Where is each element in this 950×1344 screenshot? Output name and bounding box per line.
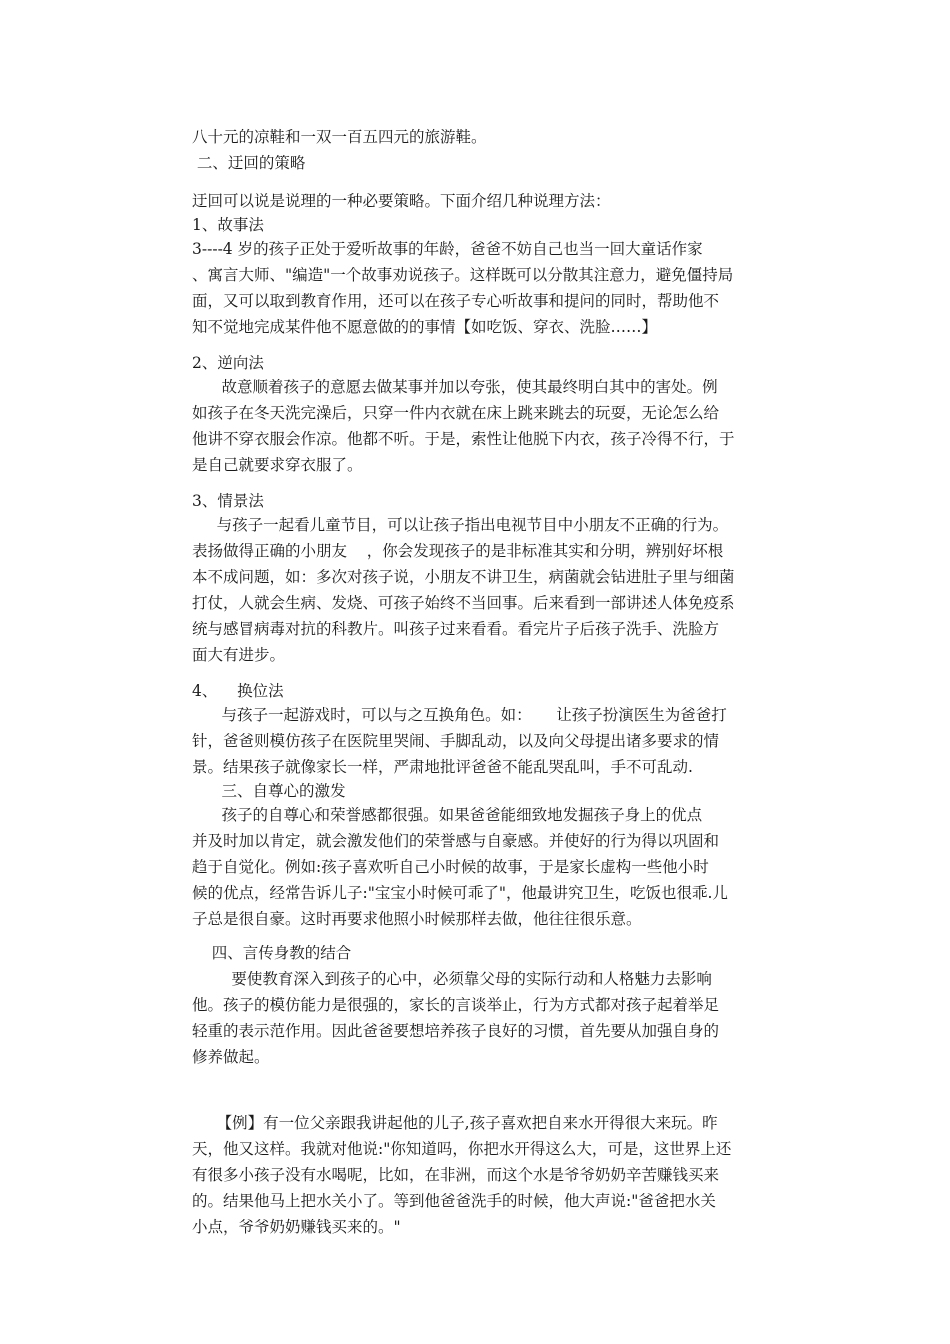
text-line: 3----4 岁的孩子正处于爱听故事的年龄，爸爸不妨自己也当一回大童话作家: [192, 240, 703, 258]
text-line: 表扬做得正确的小朋友 ，你会发现孩子的是非标准其实和分明，辨别好坏根: [192, 542, 724, 560]
section-heading: 二、迂回的策略: [192, 154, 306, 172]
text-line: 修养做起。: [192, 1048, 270, 1066]
text-line: 小点，爷爷奶奶赚钱买来的。": [192, 1218, 401, 1236]
section-heading: 三、自尊心的激发: [192, 782, 346, 800]
section-heading: 四、言传身教的结合: [192, 944, 352, 962]
text-line: 打仗，人就会生病、发烧、可孩子始终不当回事。后来看到一部讲述人体免疫系: [192, 594, 735, 612]
text-line: 故意顺着孩子的意愿去做某事并加以夸张，使其最终明白其中的害处。例: [192, 378, 718, 396]
text-line: 是自己就要求穿衣服了。: [192, 456, 363, 474]
text-line: 如孩子在冬天洗完澡后，只穿一件内衣就在床上跳来跳去的玩耍，无论怎么给: [192, 404, 720, 422]
subsection-heading: 1、故事法: [192, 216, 264, 234]
text-line: 与孩子一起游戏时，可以与之互换角色。如： 让孩子扮演医生为爸爸打: [192, 706, 727, 724]
text-line: 面大有进步。: [192, 646, 286, 664]
text-line: 的。结果他马上把水关小了。等到他爸爸洗手的时候，他大声说:"爸爸把水关: [192, 1192, 716, 1210]
text-line: 与孩子一起看儿童节目，可以让孩子指出电视节目中小朋友不正确的行为。: [192, 516, 729, 534]
text-line: 八十元的凉鞋和一双一百五四元的旅游鞋。: [192, 128, 487, 146]
text-line: 面，又可以取到教育作用，还可以在孩子专心听故事和提问的同时，帮助他不: [192, 292, 720, 310]
text-line: 有很多小孩子没有水喝呢，比如，在非洲，而这个水是爷爷奶奶辛苦赚钱买来: [192, 1166, 720, 1184]
text-line: 针，爸爸则模仿孩子在医院里哭闹、手脚乱动，以及向父母提出诸多要求的情: [192, 732, 720, 750]
text-line: 子总是很自豪。这时再要求他照小时候那样去做，他往往很乐意。: [192, 910, 642, 928]
text-line: 趋于自觉化。例如:孩子喜欢听自己小时候的故事，于是家长虚构一些他小时: [192, 858, 709, 876]
text-line: 天，他又这样。我就对他说:"你知道吗，你把水开得这么大，可是，这世界上还: [192, 1140, 732, 1158]
text-line: 并及时加以肯定，就会激发他们的荣誉感与自豪感。并使好的行为得以巩固和: [192, 832, 720, 850]
text-line: 本不成问题，如：多次对孩子说，小朋友不讲卫生，病菌就会钻进肚子里与细菌: [192, 568, 735, 586]
text-line: 孩子的自尊心和荣誉感都很强。如果爸爸能细致地发掘孩子身上的优点: [192, 806, 703, 824]
subsection-heading: 3、情景法: [192, 492, 264, 510]
text-line: 他讲不穿衣服会作凉。他都不听。于是，索性让他脱下内衣，孩子冷得不行，于: [192, 430, 735, 448]
text-line: 他。孩子的模仿能力是很强的，家长的言谈举止，行为方式都对孩子起着举足: [192, 996, 720, 1014]
text-line: 知不觉地完成某件他不愿意做的的事情【如吃饭、穿衣、洗脸……】: [192, 318, 658, 336]
text-line: 轻重的表示范作用。因此爸爸要想培养孩子良好的习惯，首先要从加强自身的: [192, 1022, 720, 1040]
subsection-heading: 4、 换位法: [192, 682, 284, 700]
text-line: 统与感冒病毒对抗的科教片。叫孩子过来看看。看完片子后孩子洗手、洗脸方: [192, 620, 720, 638]
subsection-heading: 2、逆向法: [192, 354, 264, 372]
text-line: 要使教育深入到孩子的心中，必须靠父母的实际行动和人格魅力去影响: [192, 970, 712, 988]
text-line: 迂回可以说是说理的一种必要策略。下面介绍几种说理方法：: [192, 192, 611, 210]
text-line: 、寓言大师、"编造"一个故事劝说孩子。这样既可以分散其注意力，避免僵持局: [192, 266, 734, 284]
text-line: 景。结果孩子就像家长一样，严肃地批评爸爸不能乱哭乱叫，手不可乱动.: [192, 758, 693, 776]
text-line: 候的优点，经常告诉儿子:"宝宝小时候可乖了"，他最讲究卫生，吃饭也很乖.儿: [192, 884, 728, 902]
text-line: 【例】有一位父亲跟我讲起他的儿子,孩子喜欢把自来水开得很大来玩。昨: [192, 1114, 718, 1132]
